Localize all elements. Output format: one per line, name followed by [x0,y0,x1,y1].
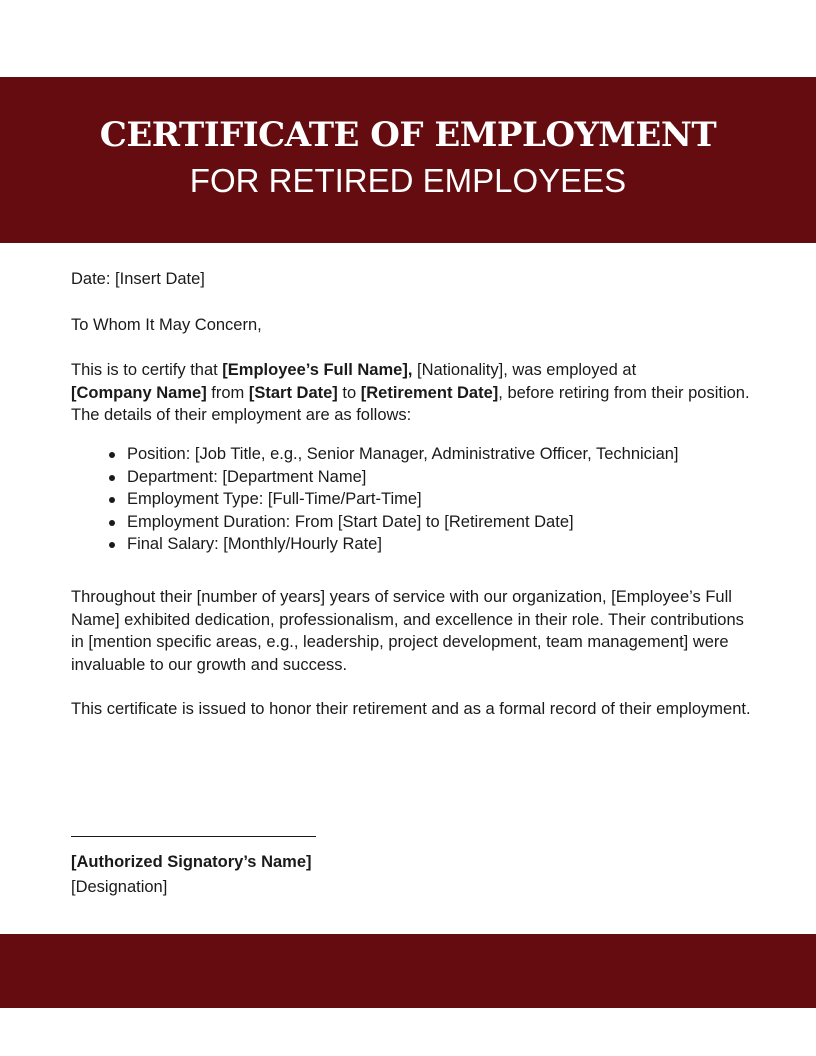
intro-text-5: , before retiring from their position. The details of their employment are as follows: [71,383,750,424]
bullet-icon [109,497,115,503]
detail-position: Position: [Job Title, e.g., Senior Manager, Administrative Officer, Technician] [127,445,679,463]
detail-employment-duration: Employment Duration: From [Start Date] to [Retirement Date] [127,512,574,531]
intro-text-3: from [206,383,249,402]
intro-text-2: [Nationality], was employed at [412,361,637,379]
service-paragraph: Throughout their [number of years] years of service with our organization, [Employee’s Full Name] exhibited dedication, professionalism, and excellence in their role. Their contributions in [mention specific areas, e.g., leadership, project development, team management] were invaluable to our growth and success. [71,588,744,674]
signature-line [71,836,316,837]
signatory-designation: [Designation] [71,878,168,896]
certificate-title: CERTIFICATE OF EMPLOYMENT [99,115,717,155]
list-item [71,533,751,556]
start-date-placeholder: [Start Date] [248,383,338,402]
bullet-icon [109,520,115,526]
issued-paragraph: This certificate is issued to honor their retirement and as a formal record of their employment. [71,700,751,718]
employment-details-list [71,443,751,556]
detail-final-salary: Final Salary: [Monthly/Hourly Rate] [127,535,382,553]
list-item [71,488,751,511]
intro-text-4: to [337,383,361,402]
bullet-icon [109,452,115,458]
detail-department: Department: [Department Name] [127,467,367,486]
header-band [0,77,816,243]
list-item [71,443,751,466]
certificate-subtitle: FOR RETIRED EMPLOYEES [189,162,627,199]
retirement-date-placeholder: [Retirement Date] [360,383,499,402]
intro-paragraph [71,359,751,427]
bullet-icon [109,542,115,548]
list-item [71,511,751,534]
employee-name-placeholder: [Employee’s Full Name], [222,361,413,379]
company-name-placeholder: [Company Name] [71,383,207,402]
signatory-name: [Authorized Signatory’s Name] [71,853,312,871]
date-line: Date: [Insert Date] [71,270,205,288]
detail-employment-type: Employment Type: [Full-Time/Part-Time] [127,490,422,508]
salutation: To Whom It May Concern, [71,316,262,334]
intro-text-1: This is to certify that [71,361,223,379]
footer-band [0,934,816,1008]
bullet-icon [109,475,115,481]
list-item [71,466,751,489]
